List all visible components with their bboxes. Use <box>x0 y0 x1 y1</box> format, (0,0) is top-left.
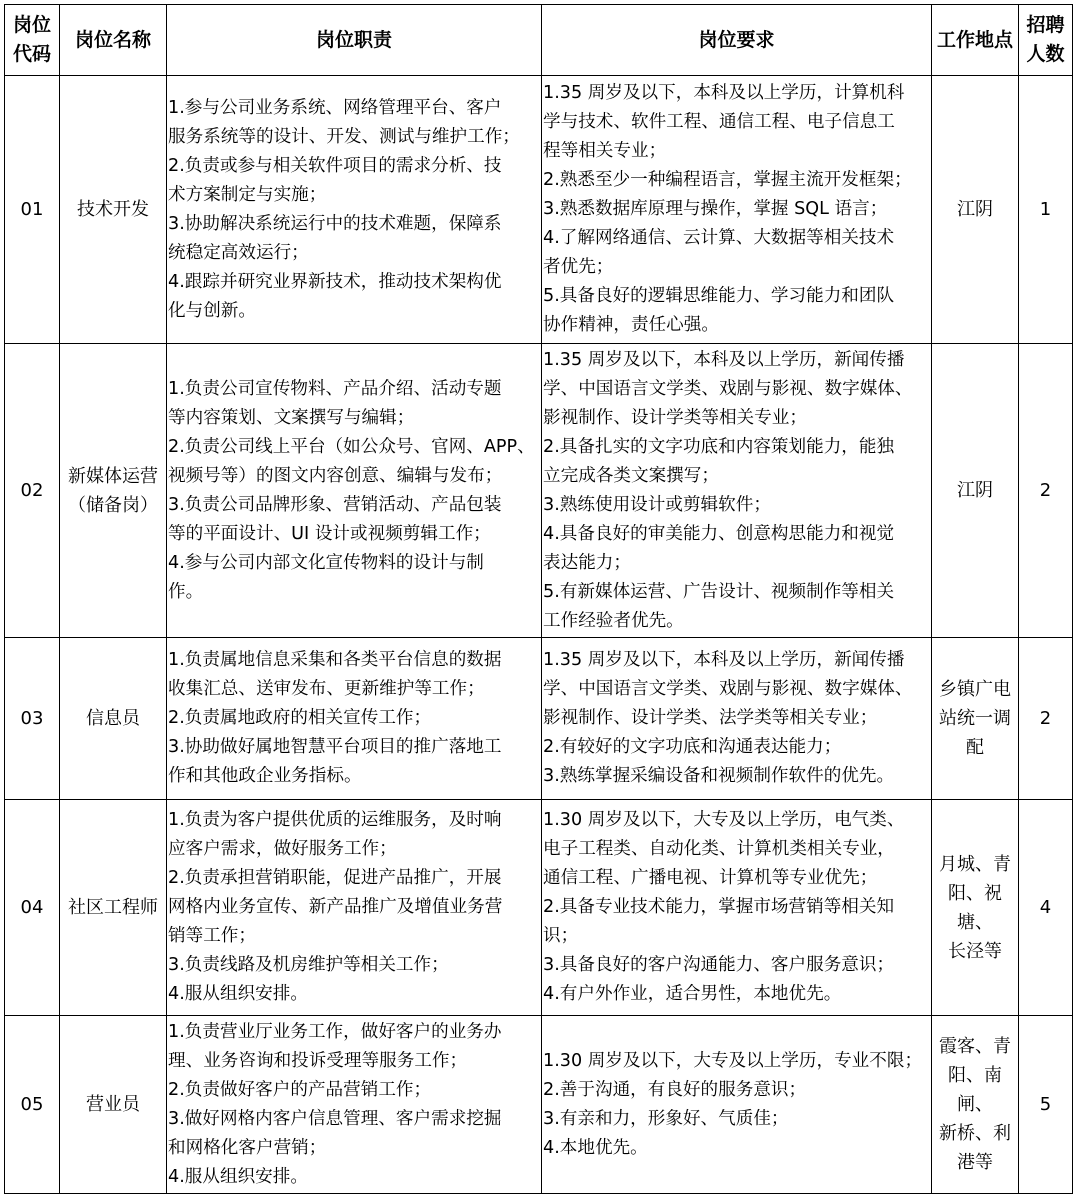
position-requirements: 1.30 周岁及以下，大专及以上学历，电气类、 电子工程类、自动化类、计算机类相关专业， 通信工程、广播电视、计算机等专业优先； 2.具备专业技术能力，掌握市场营销等相关知 识； 3.具备良好的客户沟通能力、客户服务意识； 4.有户外作业，适合男性，本地优先。 <box>542 800 932 1016</box>
hire-count: 4 <box>1019 800 1073 1016</box>
work-location: 江阴 <box>932 344 1019 638</box>
table-row <box>5 800 1073 1016</box>
header-name: 岗位名称 <box>60 5 167 76</box>
position-requirements: 1.30 周岁及以下，大专及以上学历，专业不限； 2.善于沟通，有良好的服务意识； 3.有亲和力，形象好、气质佳； 4.本地优先。 <box>542 1016 932 1194</box>
work-location: 月城、青 阳、祝塘、 长泾等 <box>932 800 1019 1016</box>
hire-count: 2 <box>1019 638 1073 800</box>
position-name: 新媒体运营 （储备岗） <box>60 344 167 638</box>
position-name: 社区工程师 <box>60 800 167 1016</box>
header-requirements: 岗位要求 <box>542 5 932 76</box>
hire-count: 5 <box>1019 1016 1073 1194</box>
position-code: 03 <box>5 638 60 800</box>
position-duties: 1.负责属地信息采集和各类平台信息的数据 收集汇总、送审发布、更新维护等工作； 2.负责属地政府的相关宣传工作； 3.协助做好属地智慧平台项目的推广落地工 作和其他政企业务指标。 <box>167 638 542 800</box>
table-row <box>5 1016 1073 1194</box>
table-row <box>5 76 1073 344</box>
work-location: 霞客、青 阳、南闸、 新桥、利 港等 <box>932 1016 1019 1194</box>
header-count: 招聘 人数 <box>1019 5 1073 76</box>
work-location: 乡镇广电 站统一调 配 <box>932 638 1019 800</box>
hire-count: 2 <box>1019 344 1073 638</box>
position-requirements: 1.35 周岁及以下，本科及以上学历，新闻传播 学、中国语言文学类、戏剧与影视、数字媒体、 影视制作、设计学类、法学类等相关专业； 2.有较好的文字功底和沟通表达能力； 3.熟练掌握采编设备和视频制作软件的优先。 <box>542 638 932 800</box>
header-location: 工作地点 <box>932 5 1019 76</box>
position-requirements: 1.35 周岁及以下，本科及以上学历，新闻传播 学、中国语言文学类、戏剧与影视、数字媒体、 影视制作、设计学类等相关专业； 2.具备扎实的文字功底和内容策划能力，能独 立完成各类文案撰写； 3.熟练使用设计或剪辑软件； 4.具备良好的审美能力、创意构思能力和视觉 表达能力； 5.有新媒体运营、广告设计、视频制作等相关 工作经验者优先。 <box>542 344 932 638</box>
header-code: 岗位 代码 <box>5 5 60 76</box>
job-positions-table <box>4 4 1073 1194</box>
position-code: 04 <box>5 800 60 1016</box>
position-duties: 1.参与公司业务系统、网络管理平台、客户 服务系统等的设计、开发、测试与维护工作； 2.负责或参与相关软件项目的需求分析、技 术方案制定与实施； 3.协助解决系统运行中的技术难题，保障系 统稳定高效运行； 4.跟踪并研究业界新技术，推动技术架构优 化与创新。 <box>167 76 542 344</box>
position-name: 信息员 <box>60 638 167 800</box>
hire-count: 1 <box>1019 76 1073 344</box>
position-duties: 1.负责公司宣传物料、产品介绍、活动专题 等内容策划、文案撰写与编辑； 2.负责公司线上平台（如公众号、官网、APP、 视频号等）的图文内容创意、编辑与发布； 3.负责公司品牌形象、营销活动、产品包装 等的平面设计、UI 设计或视频剪辑工作； 4.参与公司内部文化宣传物料的设计与制 作。 <box>167 344 542 638</box>
position-code: 01 <box>5 76 60 344</box>
work-location: 江阴 <box>932 76 1019 344</box>
table-row <box>5 638 1073 800</box>
position-code: 05 <box>5 1016 60 1194</box>
position-name: 技术开发 <box>60 76 167 344</box>
header-duties: 岗位职责 <box>167 5 542 76</box>
table-header-row <box>5 5 1073 76</box>
position-duties: 1.负责为客户提供优质的运维服务，及时响 应客户需求，做好服务工作； 2.负责承担营销职能，促进产品推广，开展 网格内业务宣传、新产品推广及增值业务营 销等工作； 3.负责线路及机房维护等相关工作； 4.服从组织安排。 <box>167 800 542 1016</box>
position-duties: 1.负责营业厅业务工作，做好客户的业务办 理、业务咨询和投诉受理等服务工作； 2.负责做好客户的产品营销工作； 3.做好网格内客户信息管理、客户需求挖掘 和网格化客户营销； 4.服从组织安排。 <box>167 1016 542 1194</box>
table-row <box>5 344 1073 638</box>
position-requirements: 1.35 周岁及以下，本科及以上学历，计算机科 学与技术、软件工程、通信工程、电子信息工 程等相关专业； 2.熟悉至少一种编程语言，掌握主流开发框架； 3.熟悉数据库原理与操作，掌握 SQL 语言； 4.了解网络通信、云计算、大数据等相关技术 者优先； 5.具备良好的逻辑思维能力、学习能力和团队 协作精神，责任心强。 <box>542 76 932 344</box>
position-name: 营业员 <box>60 1016 167 1194</box>
position-code: 02 <box>5 344 60 638</box>
